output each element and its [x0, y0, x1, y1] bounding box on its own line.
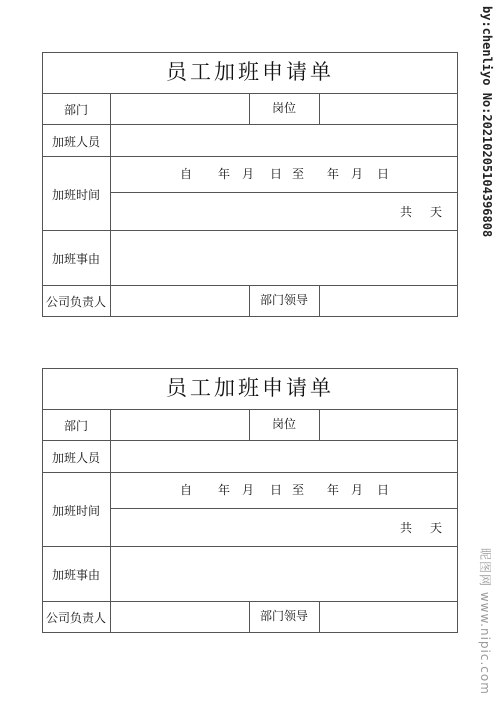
- staff-field[interactable]: [111, 441, 457, 472]
- reason-label: 加班事由: [51, 568, 100, 582]
- staff-field[interactable]: [111, 125, 457, 156]
- days-text: 天: [430, 205, 443, 219]
- day-text: 日: [377, 167, 390, 181]
- to-text: 至: [292, 483, 305, 497]
- form-title: 员工加班申请单: [166, 60, 334, 84]
- company-head-label: 公司负责人: [45, 295, 106, 309]
- time-range-field[interactable]: [111, 473, 457, 508]
- staff-label: 加班人员: [51, 451, 100, 465]
- total-text: 共: [400, 205, 413, 219]
- watermark-strip: [476, 0, 500, 706]
- reason-field[interactable]: [111, 231, 457, 285]
- year-text: 年: [218, 167, 231, 181]
- year-text: 年: [327, 167, 340, 181]
- dept-leader-signature-field[interactable]: [320, 286, 457, 317]
- year-text: 年: [218, 483, 231, 497]
- dept-leader-label: 部门领导: [260, 293, 309, 307]
- day-text: 日: [377, 483, 390, 497]
- form-title: 员工加班申请单: [166, 376, 334, 400]
- total-text: 共: [400, 521, 413, 535]
- column-divider: [249, 601, 250, 633]
- month-text: 月: [242, 167, 255, 181]
- department-field[interactable]: [111, 410, 249, 440]
- department-label: 部门: [63, 419, 88, 433]
- month-text: 月: [351, 167, 364, 181]
- column-divider: [249, 93, 250, 124]
- year-text: 年: [327, 483, 340, 497]
- watermark-id-text: by:chenliyo No:20210205104396808: [480, 6, 494, 238]
- days-text: 天: [430, 521, 443, 535]
- position-field[interactable]: [320, 94, 457, 124]
- time-range-field[interactable]: [111, 157, 457, 192]
- department-label: 部门: [63, 103, 88, 117]
- position-label: 岗位: [272, 101, 297, 115]
- staff-label: 加班人员: [51, 135, 100, 149]
- overtime-form-2: [42, 368, 458, 633]
- day-text: 日: [270, 483, 283, 497]
- dept-leader-label: 部门领导: [260, 609, 309, 623]
- department-field[interactable]: [111, 94, 249, 124]
- from-text: 自: [180, 483, 193, 497]
- company-head-signature-field[interactable]: [111, 286, 249, 317]
- company-head-label: 公司负责人: [45, 611, 106, 625]
- month-text: 月: [242, 483, 255, 497]
- reason-label: 加班事由: [51, 252, 100, 266]
- time-label: 加班时间: [51, 504, 100, 518]
- column-divider: [249, 409, 250, 440]
- watermark-site-text: 昵图网 www.nipic.com: [478, 548, 492, 695]
- reason-field[interactable]: [111, 547, 457, 601]
- column-divider: [249, 285, 250, 317]
- from-text: 自: [180, 167, 193, 181]
- dept-leader-signature-field[interactable]: [320, 602, 457, 633]
- company-head-signature-field[interactable]: [111, 602, 249, 633]
- to-text: 至: [292, 167, 305, 181]
- day-text: 日: [270, 167, 283, 181]
- month-text: 月: [351, 483, 364, 497]
- position-field[interactable]: [320, 410, 457, 440]
- position-label: 岗位: [272, 417, 297, 431]
- overtime-form-1: [42, 52, 458, 317]
- time-label: 加班时间: [51, 188, 100, 202]
